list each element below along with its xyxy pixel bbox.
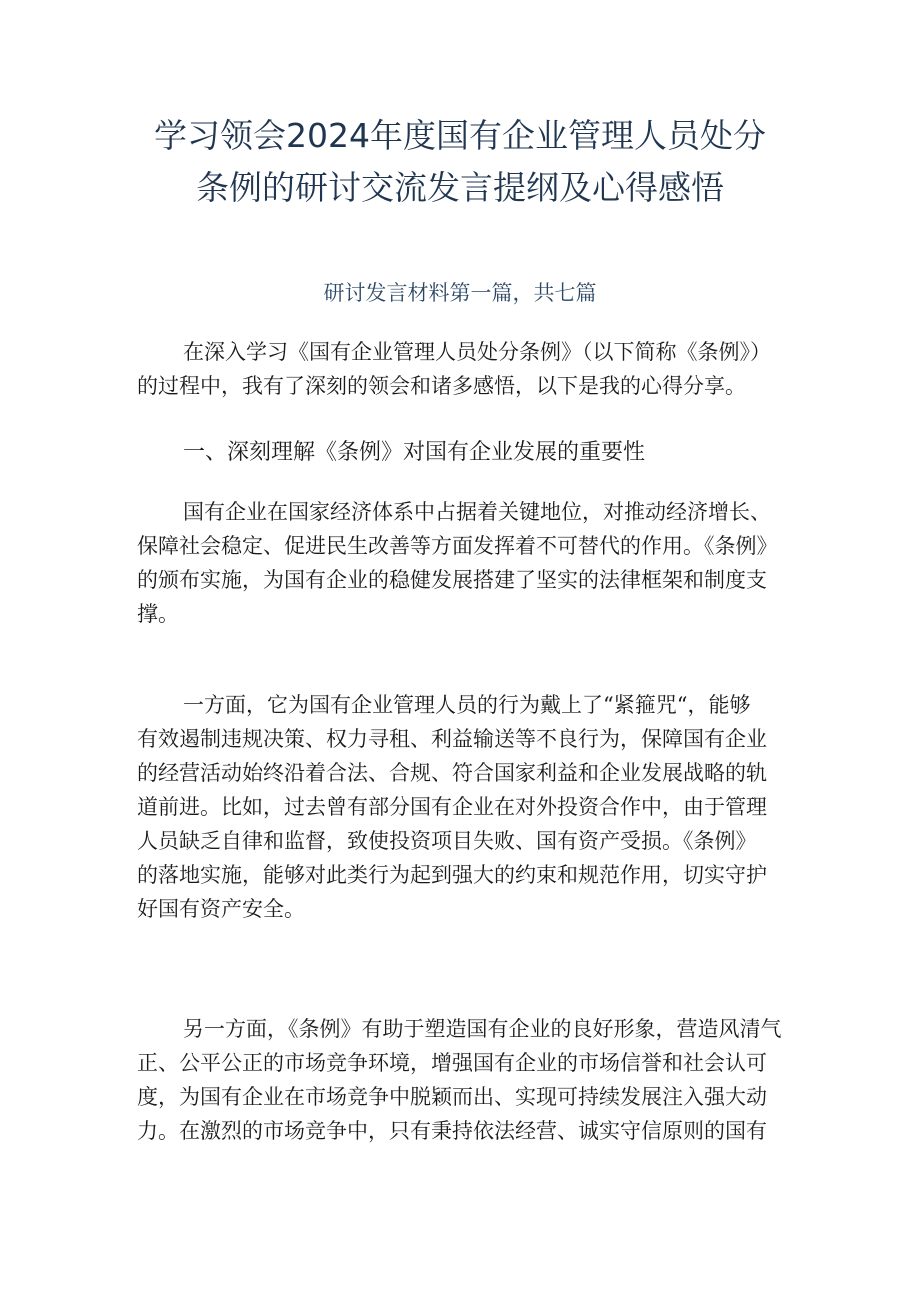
text-line: 国有企业在国家经济体系中占据着关键地位，对推动经济增长、 xyxy=(183,500,771,524)
text-line: 一方面，它为国有企业管理人员的行为戴上了“紧箍咒“，能够 xyxy=(183,693,751,717)
text-line: 的过程中，我有了深刻的领会和诸多感悟，以下是我的心得分享。 xyxy=(137,374,746,398)
intro-paragraph xyxy=(137,335,797,403)
paragraph-2 xyxy=(137,688,797,926)
paragraph-3 xyxy=(137,1012,797,1148)
text-line: 力。在激烈的市场竞争中，只有秉持依法经营、诚实守信原则的国有 xyxy=(137,1119,767,1143)
text-line: 撑。 xyxy=(137,602,179,626)
document-title-line-2: 条例的研讨交流发言提纲及心得感悟 xyxy=(196,168,724,207)
text-line: 人员缺乏自律和监督，致使投资项目失败、国有资产受损。《条例》 xyxy=(137,829,757,853)
document-subtitle: 研讨发言材料第一篇，共七篇 xyxy=(323,281,597,305)
paragraph-1 xyxy=(137,495,797,631)
text-line: 度，为国有企业在市场竞争中脱颖而出、实现可持续发展注入强大动 xyxy=(137,1085,767,1109)
text-line: 保障社会稳定、促进民生改善等方面发挥着不可替代的作用。《条例》 xyxy=(137,534,778,558)
text-line: 的落地实施，能够对此类行为起到强大的约束和规范作用，切实守护 xyxy=(137,863,767,887)
text-line: 好国有资产安全。 xyxy=(137,897,305,921)
text-line: 的经营活动始终沿着合法、合规、符合国家利益和企业发展战略的轨 xyxy=(137,761,767,785)
section-heading: 一、深刻理解《条例》对国有企业发展的重要性 xyxy=(183,440,646,465)
text-line: 有效遏制违规决策、权力寻租、利益输送等不良行为，保障国有企业 xyxy=(137,727,767,751)
text-line: 的颁布实施，为国有企业的稳健发展搭建了坚实的法律框架和制度支 xyxy=(137,568,767,592)
text-line: 在深入学习《国有企业管理人员处分条例》（以下简称《条例》） xyxy=(183,340,771,364)
document-title-line-1: 学习领会2024年度国有企业管理人员处分 xyxy=(154,116,766,155)
text-line: 另一方面，《条例》有助于塑造国有企业的良好形象，营造风清气 xyxy=(183,1017,782,1041)
text-line: 正、公平公正的市场竞争环境，增强国有企业的市场信誉和社会认可 xyxy=(137,1051,767,1075)
text-line: 道前进。比如，过去曾有部分国有企业在对外投资合作中，由于管理 xyxy=(137,795,767,819)
